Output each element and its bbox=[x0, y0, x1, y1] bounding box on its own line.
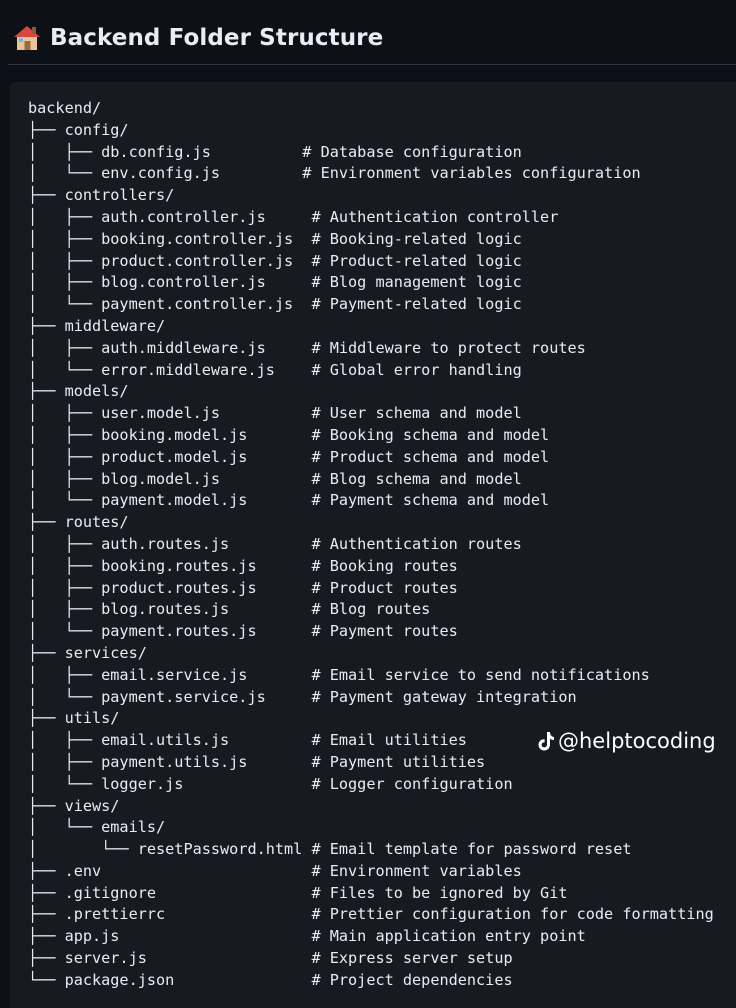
tree-line: │ └── logger.js # Logger configuration bbox=[28, 774, 513, 793]
tree-line: │ ├── blog.model.js # Blog schema and model bbox=[28, 469, 522, 488]
watermark bbox=[537, 726, 716, 756]
tree-line: ├── .env # Environment variables bbox=[28, 861, 522, 880]
page-title: Backend Folder Structure bbox=[50, 25, 384, 51]
tree-line: │ ├── auth.controller.js # Authentication controller bbox=[28, 207, 559, 226]
tree-line: │ ├── auth.routes.js # Authentication routes bbox=[28, 534, 522, 553]
tree-line: ├── middleware/ bbox=[28, 316, 166, 335]
tree-line: │ ├── product.model.js # Product schema and model bbox=[28, 447, 550, 466]
tree-line: │ ├── blog.routes.js # Blog routes bbox=[28, 600, 431, 619]
tree-line: │ └── payment.service.js # Payment gateway integration bbox=[28, 687, 577, 706]
tree-line: backend/ bbox=[28, 99, 102, 117]
tree-line: │ └── payment.model.js # Payment schema and model bbox=[28, 491, 550, 510]
tree-line: │ └── emails/ bbox=[28, 818, 166, 837]
tree-line: ├── config/ bbox=[28, 120, 129, 139]
tree-line: │ ├── db.config.js # Database configuration bbox=[28, 142, 522, 161]
tree-line: │ ├── email.utils.js # Email utilities bbox=[28, 731, 467, 750]
tiktok-icon bbox=[537, 731, 555, 751]
tree-line: ├── routes/ bbox=[28, 513, 129, 532]
tree-line: ├── services/ bbox=[28, 643, 147, 662]
tree-line: ├── controllers/ bbox=[28, 186, 175, 205]
tree-line: ├── .gitignore # Files to be ignored by Git bbox=[28, 883, 568, 902]
house-icon bbox=[12, 23, 42, 53]
header-divider bbox=[8, 64, 736, 65]
tree-line: ├── app.js # Main application entry point bbox=[28, 927, 586, 946]
tree-line: ├── server.js # Express server setup bbox=[28, 949, 513, 968]
tree-line: │ ├── product.controller.js # Product-related logic bbox=[28, 251, 522, 270]
tree-line: │ ├── booking.routes.js # Booking routes bbox=[28, 556, 458, 575]
tree-line: ├── .prettierrc # Prettier configuration for code formatting bbox=[28, 905, 714, 924]
tree-line: │ ├── auth.middleware.js # Middleware to protect routes bbox=[28, 338, 586, 357]
tree-line: ├── models/ bbox=[28, 382, 129, 401]
tree-line: │ ├── booking.controller.js # Booking-related logic bbox=[28, 229, 522, 248]
tree-line: │ ├── email.service.js # Email service to send notifications bbox=[28, 665, 650, 684]
tree-line: ├── views/ bbox=[28, 796, 120, 815]
tree-line: │ └── env.config.js # Environment variables configuration bbox=[28, 164, 641, 183]
tree-line: └── package.json # Project dependencies bbox=[28, 970, 513, 989]
tree-line: │ └── resetPassword.html # Email template for password reset bbox=[28, 840, 632, 859]
watermark-handle: @helptocoding bbox=[558, 729, 716, 753]
tree-line: │ ├── payment.utils.js # Payment utilities bbox=[28, 752, 486, 771]
tree-line: ├── utils/ bbox=[28, 709, 120, 728]
tree-line: │ ├── user.model.js # User schema and model bbox=[28, 404, 522, 423]
header bbox=[12, 20, 383, 56]
tree-line: │ ├── booking.model.js # Booking schema and model bbox=[28, 425, 550, 444]
tree-line: │ ├── product.routes.js # Product routes bbox=[28, 578, 458, 597]
tree-line: │ ├── blog.controller.js # Blog management logic bbox=[28, 273, 522, 292]
tree-line: │ └── error.middleware.js # Global error handling bbox=[28, 360, 522, 379]
folder-tree bbox=[28, 98, 714, 992]
tree-line: │ └── payment.controller.js # Payment-related logic bbox=[28, 295, 522, 314]
tree-line: │ └── payment.routes.js # Payment routes bbox=[28, 622, 458, 641]
